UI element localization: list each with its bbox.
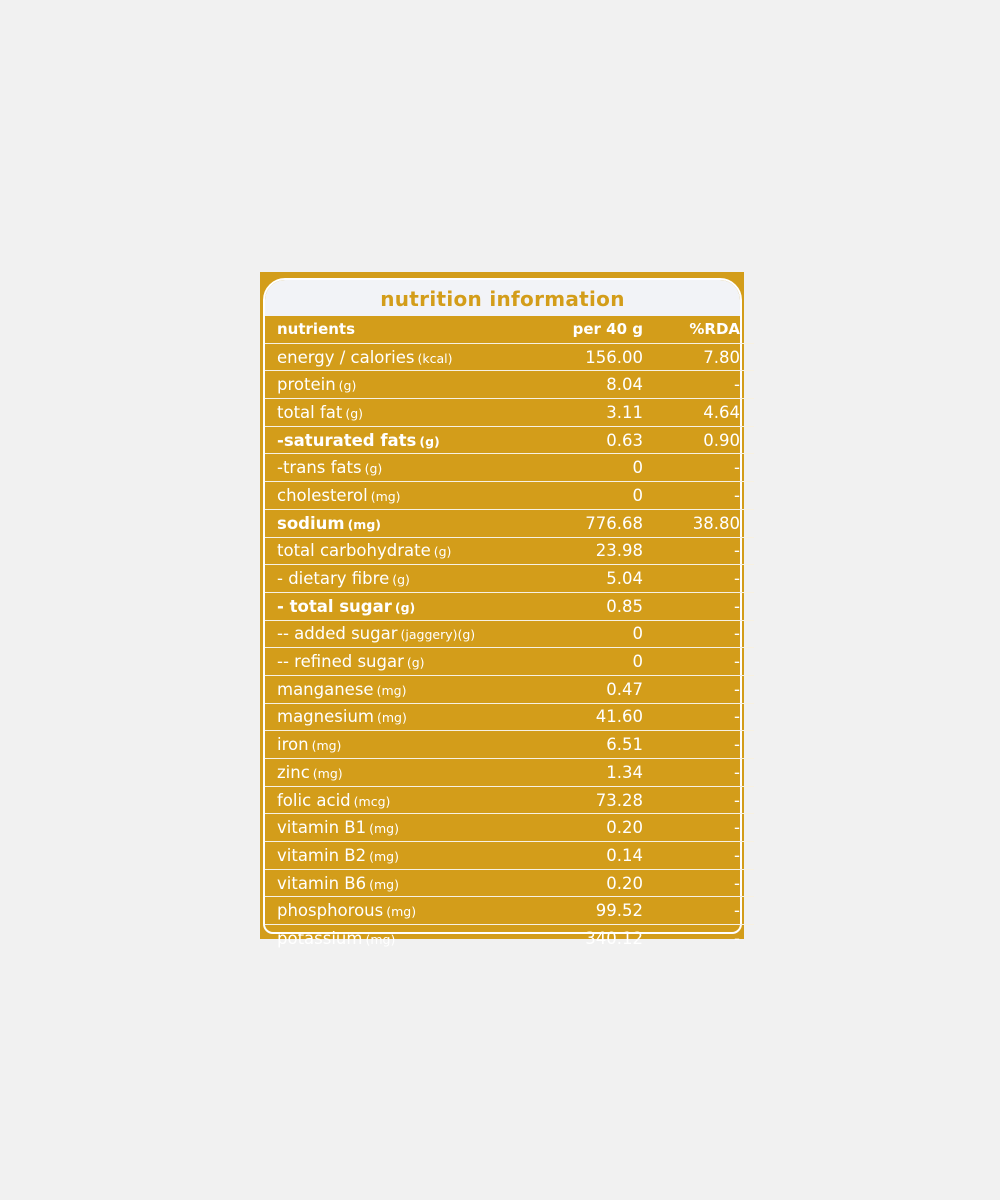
nutrient-value: 0 <box>539 620 643 648</box>
nutrient-rda: - <box>643 648 754 676</box>
nutrient-unit: (mg) <box>370 488 401 504</box>
table-row <box>265 869 754 897</box>
nutrient-unit: (g) <box>394 599 416 615</box>
nutrient-rda: - <box>643 759 754 787</box>
nutrient-name-cell <box>265 509 539 537</box>
table-row <box>265 814 754 842</box>
nutrition-table <box>265 316 754 952</box>
nutrient-rda: 38.80 <box>643 509 754 537</box>
nutrient-name-cell <box>265 454 539 482</box>
table-row <box>265 565 754 593</box>
nutrient-name-cell <box>265 703 539 731</box>
nutrient-name-cell <box>265 759 539 787</box>
nutrient-name: total carbohydrate <box>277 541 431 561</box>
nutrient-unit: (kcal) <box>417 350 453 366</box>
nutrient-name-cell <box>265 537 539 565</box>
nutrient-name: iron <box>277 735 309 755</box>
nutrient-value: 0 <box>539 648 643 676</box>
nutrient-rda: 7.80 <box>643 343 754 371</box>
nutrient-unit: (mg) <box>365 931 396 947</box>
nutrient-name: potassium <box>277 928 363 948</box>
nutrient-name: -- added sugar <box>277 624 398 644</box>
nutrient-rda: - <box>643 454 754 482</box>
nutrient-unit: (g) <box>433 544 452 560</box>
nutrient-value: 23.98 <box>539 537 643 565</box>
nutrient-rda: - <box>734 928 740 948</box>
nutrient-value: 99.52 <box>539 897 643 925</box>
nutrient-value: 0.47 <box>539 675 643 703</box>
nutrition-label <box>260 272 744 948</box>
nutrient-name-cell <box>265 343 539 371</box>
nutrient-rda: - <box>643 371 754 399</box>
nutrient-unit: (mg) <box>369 848 399 864</box>
panel-title: nutrition information <box>380 287 625 311</box>
nutrient-value: 0.20 <box>539 869 643 897</box>
table-row <box>265 537 754 565</box>
header-per-serving: per 40 g <box>539 316 643 343</box>
table-row <box>265 592 754 620</box>
nutrient-unit: (mg) <box>347 516 381 532</box>
table-header-row <box>265 316 754 343</box>
nutrient-rda: - <box>643 814 754 842</box>
header-rda: %RDA <box>643 316 754 343</box>
nutrient-name: protein <box>277 375 336 395</box>
nutrient-name-cell <box>265 842 539 870</box>
nutrient-name: - total sugar <box>277 596 392 616</box>
nutrient-unit: (g) <box>392 572 410 588</box>
nutrient-unit: (mg) <box>311 738 342 754</box>
nutrient-rda: - <box>643 537 754 565</box>
nutrient-value: 0.63 <box>539 426 643 454</box>
nutrient-name-cell <box>265 482 539 510</box>
table-row <box>265 371 754 399</box>
nutrient-unit: (mg) <box>369 821 399 837</box>
nutrient-rda: - <box>643 703 754 731</box>
nutrient-name: magnesium <box>277 707 374 727</box>
nutrient-name: -saturated fats <box>277 430 417 450</box>
nutrient-name: manganese <box>277 679 374 699</box>
nutrient-unit: (jaggery)(g) <box>400 627 476 643</box>
nutrient-unit: (g) <box>345 405 364 421</box>
nutrient-unit: (mg) <box>386 904 417 920</box>
header-nutrients: nutrients <box>265 316 539 343</box>
nutrient-value: 41.60 <box>539 703 643 731</box>
nutrient-value: 0.14 <box>539 842 643 870</box>
nutrient-name-cell <box>265 371 539 399</box>
table-row <box>265 343 754 371</box>
nutrient-name: folic acid <box>277 790 351 810</box>
table-row <box>265 454 754 482</box>
nutrient-value: 0 <box>539 482 643 510</box>
nutrient-name-cell <box>265 814 539 842</box>
nutrient-value: 3.11 <box>539 399 643 427</box>
nutrient-rda: - <box>643 565 754 593</box>
nutrient-unit: (g) <box>406 655 425 671</box>
nutrient-name-cell <box>265 426 539 454</box>
nutrient-name: phosphorous <box>277 901 384 921</box>
nutrient-unit: (g) <box>419 433 440 449</box>
nutrient-name-cell <box>265 897 539 925</box>
table-row <box>265 509 754 537</box>
nutrient-name-cell <box>265 648 539 676</box>
nutrient-value: 340.12 <box>585 928 643 948</box>
table-row <box>265 482 754 510</box>
nutrient-rda: - <box>643 675 754 703</box>
nutrient-name: sodium <box>277 513 345 533</box>
nutrient-unit: (mg) <box>312 765 343 781</box>
nutrient-value: 6.51 <box>539 731 643 759</box>
nutrient-unit: (g) <box>364 461 383 477</box>
table-row <box>265 703 754 731</box>
table-row <box>265 842 754 870</box>
nutrient-name: - dietary fibre <box>277 569 390 589</box>
nutrient-value: 156.00 <box>539 343 643 371</box>
nutrient-name: vitamin B2 <box>277 845 367 865</box>
nutrient-name-cell <box>265 565 539 593</box>
nutrient-name: -trans fats <box>277 458 362 478</box>
nutrient-name-cell <box>265 869 539 897</box>
nutrient-value: 0 <box>539 454 643 482</box>
nutrient-rda: - <box>643 620 754 648</box>
nutrient-rda: - <box>643 842 754 870</box>
nutrient-unit: (mcg) <box>353 793 391 809</box>
nutrient-value: 776.68 <box>539 509 643 537</box>
nutrient-rda: - <box>643 482 754 510</box>
nutrient-rda: - <box>643 592 754 620</box>
table-row <box>265 675 754 703</box>
nutrition-panel <box>263 278 742 948</box>
nutrient-rda: - <box>643 731 754 759</box>
nutrient-name-cell <box>265 731 539 759</box>
nutrient-name: energy / calories <box>277 347 415 367</box>
nutrient-unit: (mg) <box>369 876 399 892</box>
nutrient-name: -- refined sugar <box>277 652 404 672</box>
nutrient-name-cell <box>265 592 539 620</box>
table-row <box>265 731 754 759</box>
nutrient-unit: (g) <box>338 378 357 394</box>
nutrient-name-cell <box>265 925 539 952</box>
nutrient-name: vitamin B6 <box>277 873 367 893</box>
table-row <box>265 897 754 925</box>
table-row <box>265 759 754 787</box>
nutrient-name: zinc <box>277 762 310 782</box>
nutrient-value: 0.85 <box>539 592 643 620</box>
nutrient-unit: (mg) <box>376 682 407 698</box>
nutrient-rda: - <box>643 897 754 925</box>
nutrient-rda: 0.90 <box>643 426 754 454</box>
nutrient-unit: (mg) <box>376 710 407 726</box>
table-row <box>265 786 754 814</box>
panel-header <box>265 280 740 316</box>
nutrient-rda: - <box>643 869 754 897</box>
table-row <box>265 925 754 952</box>
nutrient-name-cell <box>265 620 539 648</box>
nutrient-name: cholesterol <box>277 485 368 505</box>
nutrient-value: 0.20 <box>539 814 643 842</box>
nutrient-name: vitamin B1 <box>277 818 367 838</box>
nutrient-rda: - <box>643 786 754 814</box>
nutrient-name-cell <box>265 399 539 427</box>
table-row <box>265 426 754 454</box>
nutrient-value: 1.34 <box>539 759 643 787</box>
nutrient-value: 8.04 <box>539 371 643 399</box>
table-row <box>265 620 754 648</box>
nutrient-value: 73.28 <box>539 786 643 814</box>
table-row <box>265 399 754 427</box>
nutrient-name: total fat <box>277 402 343 422</box>
nutrient-rda: 4.64 <box>643 399 754 427</box>
table-row <box>265 648 754 676</box>
nutrient-name-cell <box>265 675 539 703</box>
nutrient-name-cell <box>265 786 539 814</box>
nutrient-value: 5.04 <box>539 565 643 593</box>
